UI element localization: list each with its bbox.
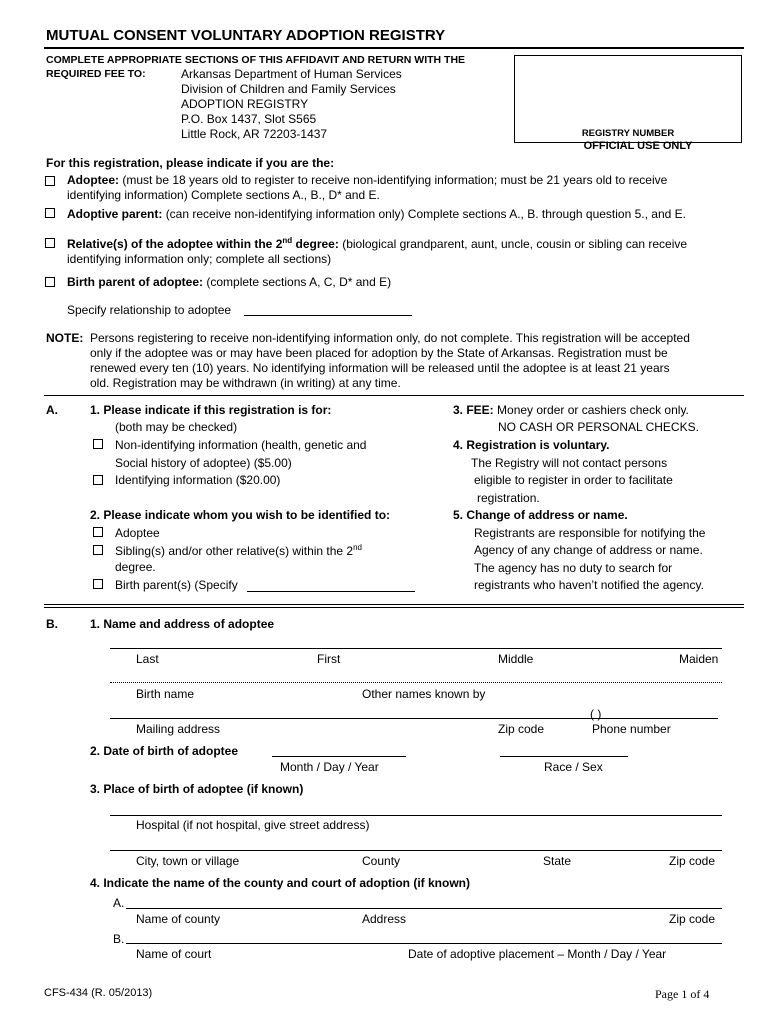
registration-prompt: For this registration, please indicate if you are the:	[46, 156, 335, 170]
birth-parent-label: Birth parent of adoptee:	[67, 275, 204, 289]
other-names-label: Other names known by	[362, 687, 486, 701]
county-address-label: Address	[362, 912, 407, 926]
change-address-text-3: The agency has no duty to search for	[474, 561, 673, 575]
form-title: MUTUAL CONSENT VOLUNTARY ADOPTION REGISTRY	[46, 27, 446, 44]
identify-birth-parent-label: Birth parent(s) (Specify	[115, 578, 238, 592]
specify-relationship-field[interactable]	[244, 302, 412, 316]
identify-sibling-label-2: degree.	[115, 560, 156, 574]
phone-area-code: ( )	[590, 707, 602, 721]
form-number: CFS-434 (R. 05/2013)	[44, 987, 153, 999]
adoptee-text-2: identifying information) Complete sections A., B., D* and E.	[67, 188, 380, 202]
city-label: City, town or village	[136, 854, 240, 868]
fee-label: 3. FEE:	[453, 403, 494, 417]
hospital-field[interactable]	[110, 803, 722, 816]
voluntary-text-1: The Registry will not contact persons	[471, 456, 668, 470]
identify-sibling-label: Sibling(s) and/or other relative(s) within the 2nd	[115, 543, 363, 558]
fee-text-2: NO CASH OR PERSONAL CHECKS.	[498, 420, 699, 434]
adoptee-name-field[interactable]	[110, 636, 722, 649]
official-use-label: OFFICIAL USE ONLY	[583, 140, 693, 152]
phone-number-label: Phone number	[592, 722, 671, 736]
birth-name-field[interactable]	[110, 670, 722, 683]
non-identifying-checkbox[interactable]	[93, 439, 103, 449]
identify-adoptee-label: Adoptee	[115, 526, 160, 540]
section-a-q1-title: 1. Please indicate if this registration is for:	[90, 403, 332, 417]
birth-date-field[interactable]	[272, 744, 406, 757]
registry-number-label: REGISTRY NUMBER	[581, 128, 675, 139]
agency-address-line5: Little Rock, AR 72203-1437	[181, 127, 328, 141]
section-b-q1-title: 1. Name and address of adoptee	[90, 617, 275, 631]
agency-address-line1: Arkansas Department of Human Services	[181, 67, 402, 81]
court-name-field[interactable]	[126, 931, 722, 944]
hospital-label: Hospital (if not hospital, give street address)	[136, 818, 370, 832]
note-label: NOTE:	[46, 331, 84, 345]
section-b-q4-title: 4. Indicate the name of the county and court of adoption (if known)	[90, 876, 471, 890]
fee-text: Money order or cashiers check only.	[497, 403, 689, 417]
adoptee-checkbox[interactable]	[45, 176, 55, 186]
adoptive-parent-checkbox[interactable]	[45, 208, 55, 218]
identify-sibling-checkbox[interactable]	[93, 545, 103, 555]
identify-birth-parent-field[interactable]	[247, 578, 415, 592]
relative-label: Relative(s) of the adoptee within the 2nd degree:	[67, 236, 339, 251]
relative-text: (biological grandparent, aunt, uncle, cousin or sibling can receive	[342, 237, 688, 251]
birth-location-field[interactable]	[110, 838, 722, 851]
adoptee-label: Adoptee:	[67, 173, 119, 187]
identifying-checkbox[interactable]	[93, 475, 103, 485]
birth-zip-label: Zip code	[669, 854, 716, 868]
section-b-q3-title: 3. Place of birth of adoptee (if known)	[90, 782, 304, 796]
section-divider-top	[44, 604, 744, 605]
adoptee-text: (must be 18 years old to register to receive non-identifying information; must be 21 years old to receive	[122, 173, 668, 187]
race-sex-label: Race / Sex	[544, 760, 603, 774]
instruction-line1: COMPLETE APPROPRIATE SECTIONS OF THIS AFFIDAVIT AND RETURN WITH THE	[46, 54, 466, 66]
last-name-label: Last	[136, 652, 159, 666]
non-identifying-label-2: Social history of adoptee) ($5.00)	[115, 456, 292, 470]
identifying-label: Identifying information ($20.00)	[115, 473, 281, 487]
change-address-text-1: Registrants are responsible for notifying the	[474, 526, 706, 540]
county-zip-label: Zip code	[669, 912, 716, 926]
change-address-label: 5. Change of address or name.	[453, 508, 628, 522]
section-divider-bottom	[44, 607, 744, 608]
note-line1: Persons registering to receive non-identifying information only, do not complete. This registration will be accepted	[90, 331, 690, 345]
zip-code-label: Zip code	[498, 722, 545, 736]
adoptive-parent-text: (can receive non-identifying information only) Complete sections A., B. through question 5., and E.	[165, 207, 686, 221]
state-label: State	[543, 854, 572, 868]
middle-name-label: Middle	[498, 652, 534, 666]
section-b-letter: B.	[46, 617, 58, 631]
birth-date-label: Month / Day / Year	[280, 760, 379, 774]
name-of-court-label: Name of court	[136, 947, 212, 961]
section-a-q2-title: 2. Please indicate whom you wish to be identified to:	[90, 508, 391, 522]
section-a-letter: A.	[46, 403, 58, 417]
section-b-q2-title: 2. Date of birth of adoptee	[90, 744, 239, 758]
mailing-address-label: Mailing address	[136, 722, 221, 736]
instruction-line2: REQUIRED FEE TO:	[46, 68, 146, 80]
court-b-label: B.	[113, 932, 125, 946]
relative-text-2: identifying information only; complete all sections)	[67, 252, 332, 266]
name-of-county-label: Name of county	[136, 912, 221, 926]
note-line2: only if the adoptee was or may have been placed for adoption by the State of Arkansas. Registration must be	[90, 346, 668, 360]
agency-address-line4: P.O. Box 1437, Slot S565	[181, 112, 317, 126]
note-line3: renewed every ten (10) years. No identifying information will be released until the adoptee is at least 21 years	[90, 361, 670, 375]
county-label: County	[362, 854, 401, 868]
birth-name-label: Birth name	[136, 687, 195, 701]
agency-address-line2: Division of Children and Family Services	[181, 82, 396, 96]
note-line4: old. Registration may be withdrawn (in writing) at any time.	[90, 376, 401, 390]
maiden-name-label: Maiden	[679, 652, 719, 666]
agency-address-line3: ADOPTION REGISTRY	[181, 97, 309, 111]
birth-parent-text: (complete sections A, C, D* and E)	[206, 275, 392, 289]
race-sex-field[interactable]	[500, 744, 628, 757]
placement-date-label: Date of adoptive placement – Month / Day / Year	[408, 947, 667, 961]
non-identifying-label: Non-identifying information (health, genetic and	[115, 438, 367, 452]
first-name-label: First	[317, 652, 341, 666]
county-court-field[interactable]	[126, 896, 722, 909]
specify-relationship-label: Specify relationship to adoptee	[67, 303, 232, 317]
page-number: Page 1 of 4	[655, 987, 710, 1001]
mailing-address-field[interactable]	[110, 706, 718, 719]
court-a-label: A.	[113, 896, 125, 910]
change-address-text-4: registrants who haven’t notified the agency.	[474, 578, 704, 592]
section-a-q1-sub: (both may be checked)	[115, 420, 238, 434]
voluntary-label: 4. Registration is voluntary.	[453, 438, 610, 452]
voluntary-text-2: eligible to register in order to facilitate	[474, 473, 673, 487]
adoptive-parent-label: Adoptive parent:	[67, 207, 163, 221]
identify-birth-parent-checkbox[interactable]	[93, 579, 103, 589]
identify-adoptee-checkbox[interactable]	[93, 527, 103, 537]
note-rule	[44, 395, 744, 396]
voluntary-text-3: registration.	[477, 491, 540, 505]
birth-parent-checkbox[interactable]	[45, 277, 55, 287]
title-rule	[44, 47, 744, 49]
change-address-text-2: Agency of any change of address or name.	[474, 543, 703, 557]
relative-checkbox[interactable]	[45, 238, 55, 248]
